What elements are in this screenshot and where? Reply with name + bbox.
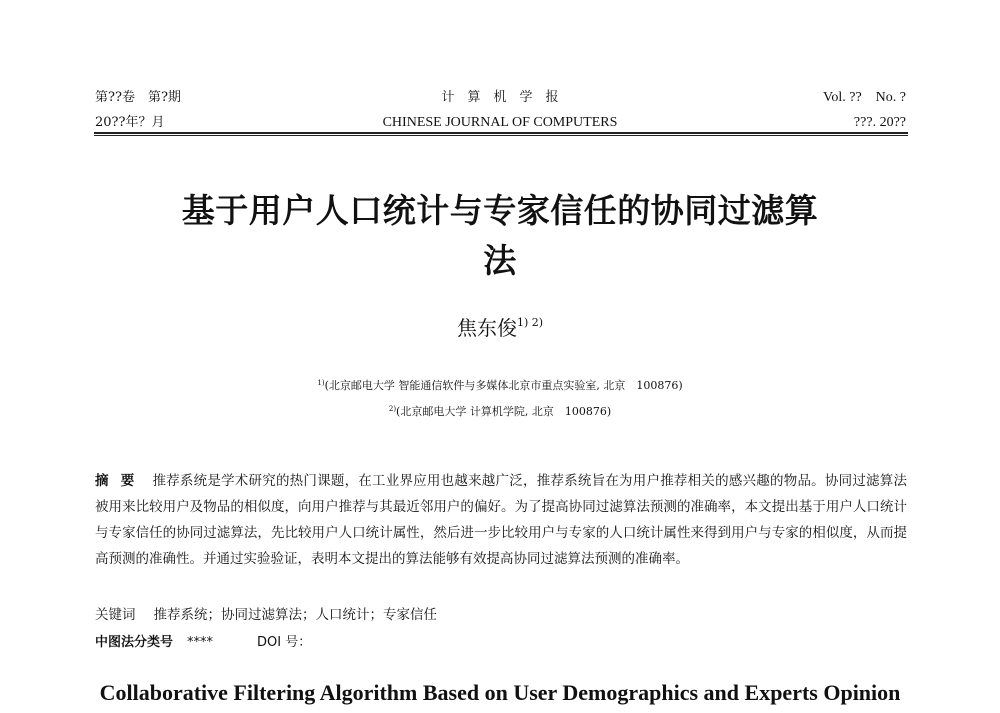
date-en: ???. 20?? (853, 115, 906, 130)
affiliation-2-mark: 2) (388, 405, 397, 413)
author (0, 312, 1000, 341)
header-rule-thin (94, 135, 908, 136)
journal-name-cn: 计 算 机 学 报 (441, 90, 559, 105)
abstract (95, 468, 907, 572)
date-cn: 20??年？月 (95, 115, 165, 130)
classification (95, 631, 311, 650)
keywords-label: 关键词 (95, 607, 136, 623)
affiliation-2-text: (北京邮电大学 计算机学院, 北京 100876) (396, 405, 612, 418)
english-title: Collaborative Filtering Algorithm Based on User Demographics and Experts Opinion (99, 680, 901, 705)
paper-title-line1: 基于用户人口统计与专家信任的协同过滤算 (181, 191, 819, 230)
abstract-label: 摘要 (95, 473, 147, 489)
author-marks: 1) 2) (516, 316, 544, 329)
classification-value: **** (187, 635, 214, 650)
affiliation-1-mark: 1) (317, 379, 325, 387)
affiliation-1-text: (北京邮电大学 智能通信软件与多媒体北京市重点实验室, 北京 100876) (324, 379, 683, 392)
doi-label: DOI 号： (257, 635, 312, 650)
header-rule-thick (94, 132, 908, 134)
affiliation-1 (0, 377, 1000, 393)
classification-label: 中图法分类号 (95, 635, 174, 650)
abstract-text: 推荐系统是学术研究的热门课题，在工业界应用也越来越广泛，推荐系统旨在为用户推荐相关的感兴趣的物品。协同过滤算法被用来比较用户及物品的相似度，向用户推荐与其最近邻用户的偏好。为了提高协同过滤算法预测的准确率，本文提出基于用户人口统计与专家信任的协同过滤算法，先比较用户人口统计属性，然后进一步比较用户与专家的人口统计属性来得到用户与专家的相似度，从而提高预测的准确性。并通过实验验证，表明本文提出的算法能够有效提高协同过滤算法预测的准确率。 (95, 473, 908, 567)
journal-name-en: CHINESE JOURNAL OF COMPUTERS (382, 115, 618, 130)
keywords-text: 推荐系统；协同过滤算法；人口统计；专家信任 (153, 607, 437, 623)
author-name: 焦东俊 (456, 316, 517, 340)
vol-no: Vol. ?? No. ? (823, 90, 906, 105)
volume-issue: 第??卷 第?期 (95, 90, 181, 105)
paper-title-line2: 法 (483, 241, 517, 280)
affiliation-2 (0, 403, 1000, 419)
keywords (95, 603, 437, 623)
